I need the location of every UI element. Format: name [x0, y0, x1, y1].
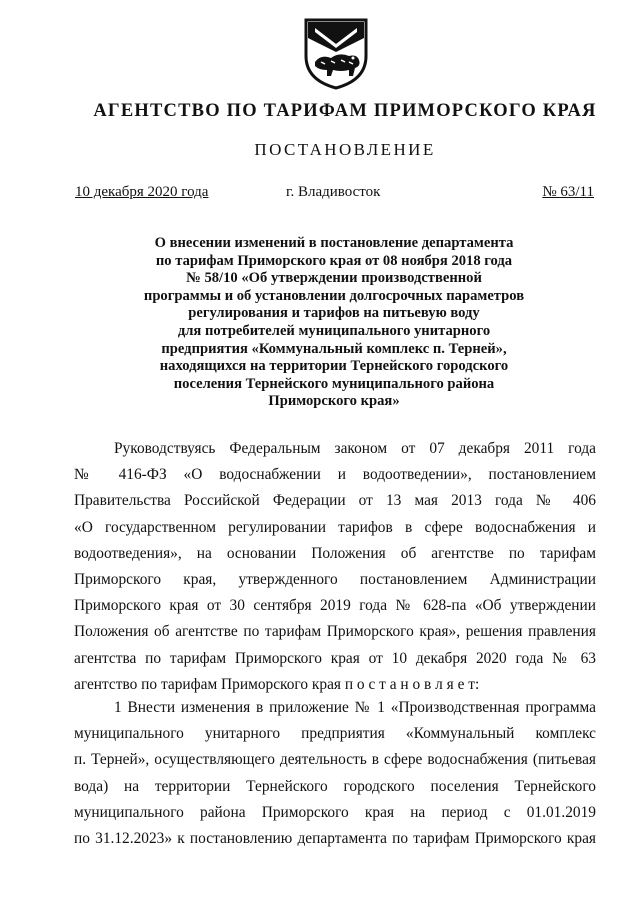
paragraph-line: Положения об агентстве по тарифам Приморского края», решения правления: [74, 623, 596, 641]
document-type: ПОСТАНОВЛЕНИЕ: [254, 140, 436, 159]
coat-of-arms-icon: [301, 18, 371, 90]
paragraph-line: водоотведения», на основании Положения об агентстве по тарифам: [74, 544, 596, 562]
paragraph-line: муниципального унитарного предприятия «Коммунальный комплекс: [74, 725, 596, 743]
clause-1-paragraph: [74, 695, 596, 852]
preamble-paragraph: [74, 436, 596, 698]
subject-line: для потребителей муниципального унитарного: [177, 322, 491, 339]
document-date: 10 декабря 2020 года: [75, 184, 209, 200]
agency-title: АГЕНТСТВО ПО ТАРИФАМ ПРИМОРСКОГО КРАЯ: [93, 101, 597, 121]
paragraph-line: агентство по тарифам Приморского края п о с т а н о в л я е т:: [74, 675, 480, 693]
subject-line: предприятия «Коммунальный комплекс п. Терней»,: [161, 340, 507, 357]
subject-line: поселения Тернейского муниципального района: [173, 375, 495, 392]
paragraph-line: 1 Внести изменения в приложение № 1 «Производственная программа: [114, 699, 596, 716]
paragraph-line: муниципального района Приморского края на период с 01.01.2019: [74, 803, 596, 821]
paragraph-line: № 416-ФЗ «О водоснабжении и водоотведении», постановлением: [74, 466, 596, 484]
document-city: г. Владивосток: [286, 184, 381, 200]
paragraph-line: вода) на территории Тернейского городского поселения Тернейского: [74, 777, 596, 795]
paragraph-line: Правительства Российской Федерации от 13 мая 2013 года № 406: [74, 492, 596, 510]
subject-line: находящихся на территории Тернейского городского: [159, 358, 509, 375]
document-number: № 63/11: [542, 184, 594, 200]
paragraph-line: Приморского края от 30 сентября 2019 года № 628-па «Об утверждении: [74, 597, 596, 615]
paragraph-line: Приморского края, утвержденного постановлением Администрации: [74, 570, 596, 588]
paragraph-line: «О государственном регулировании тарифов в сфере водоснабжения и: [74, 518, 596, 536]
subject-line: № 58/10 «Об утверждении производственной: [186, 270, 482, 287]
paragraph-line: п. Терней», осуществляющего деятельность в сфере водоснабжения (питьевая: [74, 751, 596, 769]
subject-line: Приморского края»: [268, 393, 400, 410]
document-subject: [100, 235, 568, 411]
paragraph-line: Руководствуясь Федеральным законом от 07 декабря 2011 года: [114, 440, 596, 457]
paragraph-line: по 31.12.2023» к постановлению департамента по тарифам Приморского края: [74, 829, 596, 847]
subject-line: регулирования и тарифов на питьевую воду: [188, 305, 480, 322]
paragraph-line: агентства по тарифам Приморского края от 10 декабря 2020 года № 63: [74, 649, 596, 667]
subject-line: О внесении изменений в постановление департамента: [154, 235, 514, 251]
subject-line: программы и об установлении долгосрочных параметров: [143, 287, 525, 304]
subject-line: по тарифам Приморского края от 08 ноября 2018 года: [155, 252, 513, 269]
